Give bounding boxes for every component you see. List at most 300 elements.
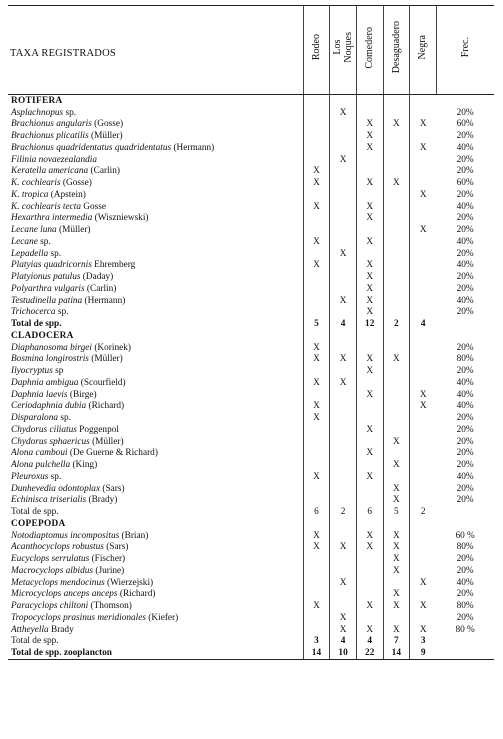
- site-cell: [410, 107, 437, 119]
- taxon-row: [8, 577, 494, 589]
- taxon-authority: sp.: [37, 236, 51, 247]
- site-cell: [356, 330, 383, 342]
- taxon-authority: sp.: [63, 107, 77, 118]
- taxon-row: [8, 224, 494, 236]
- taxon-genus: Keratella americana: [11, 166, 89, 177]
- site-cell: [303, 389, 330, 401]
- header-frec-label: Frec.: [459, 37, 471, 58]
- site-cell: [330, 283, 357, 295]
- taxon-row: [8, 483, 494, 495]
- site-cell: X: [303, 354, 330, 366]
- taxon-row: [8, 107, 494, 119]
- total-label: Total de spp.: [11, 319, 62, 330]
- site-cell: [356, 483, 383, 495]
- taxa-table-container: [8, 5, 494, 660]
- taxon-row: [8, 189, 494, 201]
- taxon-row: [8, 612, 494, 624]
- taxon-authority: (Müller): [88, 131, 123, 142]
- header-desaguadero: [383, 6, 410, 95]
- taxon-genus: Notodiaptomus incompositus: [11, 530, 120, 541]
- site-cell: X: [356, 177, 383, 189]
- taxon-row: [8, 236, 494, 248]
- group-name: ROTIFERA: [8, 95, 303, 107]
- site-cell: [330, 201, 357, 213]
- site-cell: 7: [383, 636, 410, 648]
- taxon-row: [8, 248, 494, 260]
- site-cell: X: [410, 624, 437, 636]
- site-cell: [303, 612, 330, 624]
- taxon-name: [8, 307, 303, 319]
- taxon-name: [8, 365, 303, 377]
- frec-cell: 20%: [456, 131, 474, 142]
- taxon-row: [8, 201, 494, 213]
- site-cell: [383, 330, 410, 342]
- taxon-genus: Ilyocryptus: [11, 366, 53, 377]
- site-cell: [330, 530, 357, 542]
- taxon-authority: (Gosse): [91, 119, 124, 130]
- site-cell: X: [356, 542, 383, 554]
- site-cell: [410, 295, 437, 307]
- taxon-genus: Acanthocyclops robustus: [11, 542, 104, 553]
- site-cell: [410, 201, 437, 213]
- header-taxa: TAXA REGISTRADOS: [8, 6, 303, 95]
- taxon-authority: (Carlin): [88, 166, 120, 177]
- taxon-genus: Ceriodaphnia dubia: [11, 401, 87, 412]
- site-cell: [303, 624, 330, 636]
- site-cell: [410, 248, 437, 260]
- site-cell: [356, 565, 383, 577]
- site-cell: X: [303, 177, 330, 189]
- taxon-genus: Tropocyclops prasinus meridionales: [11, 612, 146, 623]
- site-cell: X: [383, 177, 410, 189]
- site-cell: [410, 589, 437, 601]
- taxon-genus: K. cochlearis tecta: [11, 201, 81, 212]
- taxon-row: [8, 213, 494, 225]
- taxon-genus: Platyias quadricornis: [11, 260, 92, 271]
- taxon-row: [8, 354, 494, 366]
- taxon-authority: (Scourfield): [78, 377, 126, 388]
- site-cell: 9: [410, 647, 437, 659]
- site-cell: X: [356, 119, 383, 131]
- site-cell: X: [356, 448, 383, 460]
- site-cell: 3: [303, 636, 330, 648]
- site-cell: X: [303, 471, 330, 483]
- taxon-genus: K. cochlearis: [11, 178, 61, 189]
- site-cell: [383, 154, 410, 166]
- frec-cell: 20%: [456, 413, 474, 424]
- taxon-authority: (Thomson): [88, 601, 132, 612]
- site-cell: X: [303, 166, 330, 178]
- site-cell: X: [356, 354, 383, 366]
- frec-cell: 20%: [456, 225, 474, 236]
- site-cell: X: [356, 213, 383, 225]
- site-cell: [356, 436, 383, 448]
- frec-cell: [436, 636, 494, 648]
- taxon-name: [8, 471, 303, 483]
- frec-cell: [436, 647, 494, 659]
- site-cell: X: [383, 495, 410, 507]
- taxon-genus: Daphnia laevis: [11, 389, 68, 400]
- taxon-authority: Gosse: [80, 201, 107, 212]
- site-cell: 5: [383, 506, 410, 518]
- total-label: Total de spp. zooplancton: [8, 647, 303, 659]
- taxon-authority: sp.: [55, 307, 69, 318]
- site-cell: X: [303, 412, 330, 424]
- site-cell: X: [383, 459, 410, 471]
- site-cell: [356, 189, 383, 201]
- site-cell: [356, 107, 383, 119]
- site-cell: [383, 130, 410, 142]
- site-cell: X: [303, 377, 330, 389]
- site-cell: 5: [303, 318, 330, 330]
- site-cell: [383, 271, 410, 283]
- site-cell: [330, 189, 357, 201]
- site-cell: [383, 142, 410, 154]
- site-cell: [303, 307, 330, 319]
- taxon-genus: Asplachnopus: [11, 107, 64, 118]
- site-cell: [330, 177, 357, 189]
- site-cell: [330, 224, 357, 236]
- site-cell: [383, 342, 410, 354]
- site-cell: [330, 589, 357, 601]
- site-cell: 4: [330, 318, 357, 330]
- site-cell: [330, 213, 357, 225]
- site-cell: [330, 471, 357, 483]
- taxon-row: [8, 401, 494, 413]
- site-cell: [303, 154, 330, 166]
- total-label: Total de spp.: [11, 636, 59, 647]
- taxon-genus: K. tropica: [11, 189, 49, 200]
- taxon-row: [8, 412, 494, 424]
- site-cell: [356, 518, 383, 530]
- site-cell: [383, 295, 410, 307]
- site-cell: X: [383, 600, 410, 612]
- taxon-authority: (Wierzejski): [104, 577, 154, 588]
- site-cell: [410, 483, 437, 495]
- taxon-authority: (Richard): [117, 589, 156, 600]
- site-cell: X: [383, 354, 410, 366]
- site-cell: X: [356, 271, 383, 283]
- site-cell: [410, 436, 437, 448]
- taxon-name: [8, 271, 303, 283]
- site-cell: [330, 412, 357, 424]
- taxon-row: [8, 377, 494, 389]
- site-cell: [383, 248, 410, 260]
- site-cell: X: [410, 224, 437, 236]
- taxon-genus: Dunhevedia odontoplax: [11, 483, 101, 494]
- site-cell: [410, 553, 437, 565]
- site-cell: X: [356, 471, 383, 483]
- site-cell: X: [303, 342, 330, 354]
- frec-cell: [436, 330, 494, 342]
- frec-cell: 20%: [456, 366, 474, 377]
- taxa-table: [8, 5, 494, 660]
- frec-cell: 20%: [456, 272, 474, 283]
- taxon-authority: (Brian): [119, 530, 149, 541]
- site-cell: [383, 166, 410, 178]
- site-cell: [330, 342, 357, 354]
- taxon-genus: Bosmina longirostris: [11, 354, 89, 365]
- taxon-genus: Pleuroxus: [11, 471, 49, 482]
- taxon-row: [8, 459, 494, 471]
- site-cell: [303, 189, 330, 201]
- site-cell: 10: [330, 647, 357, 659]
- site-cell: [356, 577, 383, 589]
- site-cell: X: [356, 365, 383, 377]
- taxon-row: [8, 119, 494, 131]
- site-cell: X: [356, 201, 383, 213]
- site-cell: X: [383, 119, 410, 131]
- site-cell: [410, 271, 437, 283]
- site-cell: [303, 271, 330, 283]
- site-cell: [410, 154, 437, 166]
- site-cell: [410, 377, 437, 389]
- header-los-noques-label: [332, 32, 354, 63]
- site-cell: 6: [356, 506, 383, 518]
- site-cell: [356, 342, 383, 354]
- site-cell: [303, 130, 330, 142]
- site-cell: [330, 166, 357, 178]
- taxon-genus: Alona camboui: [11, 448, 68, 459]
- header-negra-label: Negra: [417, 35, 429, 60]
- frec-cell: 40%: [456, 401, 474, 412]
- site-cell: [303, 295, 330, 307]
- taxon-name: [8, 236, 303, 248]
- site-cell: [330, 365, 357, 377]
- taxon-name: [8, 424, 303, 436]
- site-cell: X: [356, 307, 383, 319]
- taxon-row: [8, 166, 494, 178]
- site-cell: X: [303, 201, 330, 213]
- site-cell: [303, 330, 330, 342]
- taxon-authority: (King): [70, 460, 98, 471]
- taxa-table-body: [8, 95, 494, 660]
- site-cell: 14: [303, 647, 330, 659]
- site-cell: X: [303, 260, 330, 272]
- taxon-name: [8, 436, 303, 448]
- site-cell: X: [330, 542, 357, 554]
- taxon-name: [8, 377, 303, 389]
- site-cell: X: [330, 295, 357, 307]
- taxon-authority: Ehremberg: [91, 260, 136, 271]
- taxon-authority: Brady: [48, 624, 74, 635]
- taxon-name: [8, 201, 303, 213]
- taxon-name: [8, 142, 303, 154]
- frec-cell: 80%: [456, 542, 474, 553]
- taxon-genus: Brachionus quadridentatus quadridentatus: [11, 142, 172, 153]
- site-cell: [330, 565, 357, 577]
- taxon-name: [8, 448, 303, 460]
- site-cell: X: [330, 612, 357, 624]
- header-frec: [436, 6, 494, 95]
- group-row: [8, 95, 494, 107]
- frec-cell: [436, 506, 494, 518]
- site-cell: X: [303, 542, 330, 554]
- site-cell: [356, 459, 383, 471]
- frec-cell: 80%: [456, 354, 474, 365]
- frec-cell: 40%: [456, 577, 474, 588]
- site-cell: X: [303, 401, 330, 413]
- site-cell: X: [383, 542, 410, 554]
- taxon-name: [8, 295, 303, 307]
- group-row: [8, 330, 494, 342]
- frec-cell: 80%: [456, 601, 474, 612]
- site-cell: [330, 553, 357, 565]
- site-cell: 2: [330, 506, 357, 518]
- taxon-authority: sp.: [48, 248, 62, 259]
- taxon-row: [8, 624, 494, 636]
- site-cell: 2: [410, 506, 437, 518]
- taxon-genus: Paracyclops chiltoni: [11, 601, 89, 612]
- site-cell: [410, 518, 437, 530]
- site-cell: [383, 448, 410, 460]
- site-cell: [330, 424, 357, 436]
- frec-cell: 20%: [456, 612, 474, 623]
- site-cell: [303, 495, 330, 507]
- taxon-genus: Attheyella: [11, 624, 49, 635]
- taxon-authority: (Richard): [86, 401, 125, 412]
- site-cell: [383, 412, 410, 424]
- taxon-genus: Disparalona: [11, 413, 59, 424]
- taxon-row: [8, 424, 494, 436]
- site-cell: [410, 424, 437, 436]
- frec-cell: 40%: [456, 471, 474, 482]
- taxon-authority: (Müller): [56, 225, 91, 236]
- taxon-row: [8, 600, 494, 612]
- site-cell: X: [410, 189, 437, 201]
- site-cell: [330, 600, 357, 612]
- site-cell: X: [303, 236, 330, 248]
- site-cell: [383, 377, 410, 389]
- taxon-name: [8, 483, 303, 495]
- taxon-name: [8, 260, 303, 272]
- frec-cell: 20%: [456, 213, 474, 224]
- site-cell: [330, 95, 357, 107]
- taxon-name: [8, 389, 303, 401]
- taxon-name: [8, 107, 303, 119]
- site-cell: [330, 401, 357, 413]
- frec-cell: 20%: [456, 342, 474, 353]
- frec-cell: 20%: [456, 107, 474, 118]
- taxon-authority: (Gosse): [60, 178, 92, 189]
- site-cell: [303, 95, 330, 107]
- taxon-authority: sp: [52, 366, 64, 377]
- taxon-row: [8, 589, 494, 601]
- site-cell: X: [303, 600, 330, 612]
- taxon-authority: (Jurine): [93, 565, 125, 576]
- group-name: COPEPODA: [11, 518, 66, 529]
- taxon-genus: Chydorus ciliatus: [11, 424, 77, 435]
- site-cell: X: [356, 260, 383, 272]
- site-cell: [303, 224, 330, 236]
- site-cell: X: [356, 424, 383, 436]
- site-cell: [330, 483, 357, 495]
- taxon-row: [8, 295, 494, 307]
- site-cell: [303, 119, 330, 131]
- header-rodeo-label: Rodeo: [310, 34, 322, 61]
- site-cell: X: [330, 577, 357, 589]
- taxon-authority: (Hermann): [82, 295, 126, 306]
- taxon-authority: (Müller): [88, 354, 123, 365]
- frec-cell: 40%: [456, 377, 474, 388]
- site-cell: [410, 354, 437, 366]
- taxon-name: [8, 589, 303, 601]
- header-negra: [410, 6, 437, 95]
- site-cell: [383, 107, 410, 119]
- site-cell: [356, 248, 383, 260]
- site-cell: X: [410, 389, 437, 401]
- group-row: [8, 518, 494, 530]
- site-cell: [303, 283, 330, 295]
- site-cell: [383, 518, 410, 530]
- taxon-genus: Trichocerca: [11, 307, 56, 318]
- taxon-name: [8, 130, 303, 142]
- site-cell: X: [330, 354, 357, 366]
- taxon-authority: (Sars): [103, 542, 129, 553]
- frec-cell: 20%: [456, 483, 474, 494]
- site-cell: [303, 107, 330, 119]
- site-cell: [383, 189, 410, 201]
- taxon-row: [8, 542, 494, 554]
- site-cell: [383, 365, 410, 377]
- site-cell: [356, 553, 383, 565]
- frec-cell: 20%: [456, 248, 474, 259]
- group-name: CLADOCERA: [11, 330, 74, 341]
- site-cell: [330, 459, 357, 471]
- site-cell: [303, 436, 330, 448]
- frec-cell: 20%: [456, 424, 474, 435]
- site-cell: X: [410, 577, 437, 589]
- taxon-row: [8, 565, 494, 577]
- site-cell: [356, 377, 383, 389]
- site-cell: [383, 401, 410, 413]
- taxon-name: [8, 565, 303, 577]
- frec-cell: 60%: [456, 178, 474, 189]
- site-cell: 22: [356, 647, 383, 659]
- site-cell: [383, 389, 410, 401]
- taxon-authority: (Brady): [86, 495, 118, 506]
- taxon-genus: Lepadella: [11, 248, 49, 259]
- frec-cell: [436, 318, 494, 330]
- site-cell: [330, 119, 357, 131]
- total-row: [8, 318, 494, 330]
- header-row: [8, 6, 494, 95]
- site-cell: X: [303, 530, 330, 542]
- site-cell: [303, 459, 330, 471]
- site-cell: X: [356, 236, 383, 248]
- taxon-authority: (De Guerne & Richard): [67, 448, 158, 459]
- frec-cell: 20%: [456, 166, 474, 177]
- taxon-genus: Metacyclops mendocinus: [11, 577, 105, 588]
- site-cell: [410, 283, 437, 295]
- site-cell: 12: [356, 318, 383, 330]
- site-cell: [410, 565, 437, 577]
- taxon-genus: Eucyclops serrulatus: [11, 554, 90, 565]
- taxon-genus: Diaphanosoma birgei: [11, 342, 93, 353]
- header-comedero: [356, 6, 383, 95]
- site-cell: [303, 248, 330, 260]
- site-cell: [383, 260, 410, 272]
- frec-cell: [436, 95, 494, 107]
- site-cell: [383, 577, 410, 589]
- taxon-name: [8, 248, 303, 260]
- frec-cell: 20%: [456, 495, 474, 506]
- site-cell: [410, 166, 437, 178]
- taxon-name: [8, 412, 303, 424]
- taxon-authority: (Hermann): [171, 142, 215, 153]
- frec-cell: [436, 518, 494, 530]
- site-cell: 2: [383, 318, 410, 330]
